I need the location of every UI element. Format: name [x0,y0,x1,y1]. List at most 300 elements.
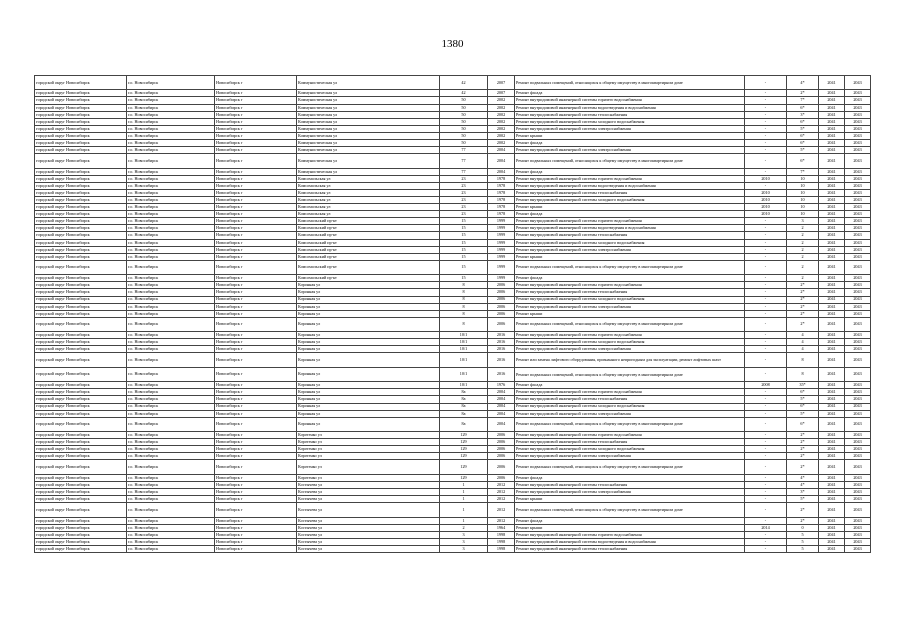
cell-work-type: Ремонт подвальных помещений, относящихся к общему имуществу в многоквартирном доме [515,154,745,168]
cell-year: 2012 [488,496,515,503]
cell-last-repair: - [745,275,787,282]
cell-street: Коммунистическая ул [297,111,440,118]
cell-year: 2006 [488,282,515,289]
cell-house: 15 [440,239,488,246]
cell-last-repair: - [745,225,787,232]
table-row [35,524,871,531]
table-row [35,489,871,496]
cell-year-to: 2043 [845,111,871,118]
cell-year-to: 2043 [845,517,871,524]
cell-year-to: 2043 [845,538,871,545]
cell-work-type: Ремонт подвальных помещений, относящихся к общему имуществу в многоквартирном доме [515,503,745,517]
cell-settlement: Новосибирск г [215,90,297,97]
cell-last-repair: - [745,496,787,503]
cell-house: 10/1 [440,332,488,339]
cell-municipality: городской округ Новосибирск [35,496,127,503]
cell-year-to: 2043 [845,503,871,517]
cell-municipality: городской округ Новосибирск [35,531,127,538]
cell-year-from: 2041 [819,204,845,211]
cell-cost: 10 [787,204,819,211]
cell-municipality: городской округ Новосибирск [35,218,127,225]
cell-cost: 2 [787,275,819,282]
cell-work-type: Ремонт подвальных помещений, относящихся к общему имуществу в многоквартирном доме [515,460,745,474]
cell-house: 129 [440,432,488,439]
cell-settlement: Новосибирск г [215,232,297,239]
table-row [35,531,871,538]
cell-settlement: Новосибирск г [215,125,297,132]
cell-settlement: Новосибирск г [215,332,297,339]
cell-street: Комсомольский пр-кт [297,260,440,274]
cell-settlement: Новосибирск г [215,538,297,545]
cell-municipality: городской округ Новосибирск [35,389,127,396]
cell-last-repair: - [745,446,787,453]
cell-house: 8а [440,403,488,410]
cell-year: 2004 [488,168,515,175]
cell-settlement: Новосибирск г [215,489,297,496]
cell-district: г.о. Новосибирск [127,489,215,496]
table-row [35,189,871,196]
cell-work-type: Ремонт внутридомовой инженерной системы электроснабжения [515,410,745,417]
cell-year-to: 2043 [845,104,871,111]
cell-work-type: Ремонт внутридомовой инженерной системы электроснабжения [515,125,745,132]
cell-settlement: Новосибирск г [215,346,297,353]
table-row [35,253,871,260]
cell-house: 129 [440,439,488,446]
cell-house: 50 [440,118,488,125]
cell-last-repair: - [745,481,787,488]
cell-last-repair: - [745,140,787,147]
cell-year-to: 2043 [845,332,871,339]
cell-cost: 4 [787,332,819,339]
cell-municipality: городской округ Новосибирск [35,317,127,331]
table-row [35,246,871,253]
cell-cost: 2* [787,503,819,517]
cell-year-from: 2041 [819,453,845,460]
cell-district: г.о. Новосибирск [127,524,215,531]
cell-house: 23 [440,182,488,189]
cell-last-repair: - [745,546,787,553]
cell-municipality: городской округ Новосибирск [35,175,127,182]
cell-last-repair: - [745,303,787,310]
cell-street: Коротенко ул [297,432,440,439]
cell-house: 15 [440,225,488,232]
cell-district: г.о. Новосибирск [127,410,215,417]
cell-year-from: 2041 [819,538,845,545]
cell-work-type: Ремонт фасада [515,517,745,524]
cell-last-repair: - [745,182,787,189]
cell-year-to: 2043 [845,389,871,396]
cell-settlement: Новосибирск г [215,246,297,253]
cell-year: 2002 [488,118,515,125]
cell-last-repair: - [745,154,787,168]
cell-municipality: городской округ Новосибирск [35,132,127,139]
cell-municipality: городской округ Новосибирск [35,524,127,531]
cell-settlement: Новосибирск г [215,197,297,204]
cell-year: 2006 [488,303,515,310]
cell-settlement: Новосибирск г [215,132,297,139]
table-row [35,211,871,218]
cell-district: г.о. Новосибирск [127,517,215,524]
table-row [35,339,871,346]
cell-settlement: Новосибирск г [215,474,297,481]
cell-settlement: Новосибирск г [215,496,297,503]
cell-year-from: 2041 [819,339,845,346]
cell-cost: 2* [787,296,819,303]
cell-municipality: городской округ Новосибирск [35,296,127,303]
cell-year-to: 2043 [845,282,871,289]
cell-cost: 2* [787,453,819,460]
cell-street: Костычева ул [297,496,440,503]
cell-year-to: 2043 [845,132,871,139]
cell-settlement: Новосибирск г [215,282,297,289]
cell-year-to: 2043 [845,140,871,147]
cell-work-type: Ремонт внутридомовой инженерной системы электроснабжения [515,147,745,154]
cell-work-type: Ремонт внутридомовой инженерной системы теплоснабжения [515,481,745,488]
cell-house: 129 [440,474,488,481]
cell-work-type: Ремонт внутридомовой инженерной системы горячего водоснабжения [515,282,745,289]
cell-year-to: 2043 [845,175,871,182]
cell-municipality: городской округ Новосибирск [35,439,127,446]
cell-municipality: городской округ Новосибирск [35,211,127,218]
cell-municipality: городской округ Новосибирск [35,246,127,253]
cell-last-repair: - [745,76,787,90]
cell-house: 1 [440,481,488,488]
cell-settlement: Новосибирск г [215,503,297,517]
cell-cost: 10 [787,175,819,182]
cell-street: Комсомольский пр-кт [297,246,440,253]
cell-cost: 2* [787,432,819,439]
cell-settlement: Новосибирск г [215,317,297,331]
cell-year-from: 2041 [819,104,845,111]
cell-street: Коммунистическая ул [297,118,440,125]
cell-year-to: 2043 [845,489,871,496]
cell-last-repair: - [745,147,787,154]
cell-street: Комсомольский пр-кт [297,218,440,225]
table-row [35,353,871,367]
cell-year: 1999 [488,232,515,239]
cell-settlement: Новосибирск г [215,97,297,104]
table-row [35,496,871,503]
cell-municipality: городской округ Новосибирск [35,147,127,154]
cell-district: г.о. Новосибирск [127,140,215,147]
cell-cost: 5* [787,496,819,503]
cell-district: г.о. Новосибирск [127,168,215,175]
table-row [35,367,871,381]
cell-district: г.о. Новосибирск [127,474,215,481]
cell-municipality: городской округ Новосибирск [35,104,127,111]
cell-last-repair: - [745,453,787,460]
cell-year: 2006 [488,453,515,460]
cell-cost: 3* [787,111,819,118]
cell-settlement: Новосибирск г [215,432,297,439]
cell-cost: 4 [787,339,819,346]
cell-cost: 6* [787,417,819,431]
cell-year-from: 2041 [819,332,845,339]
cell-year-from: 2041 [819,154,845,168]
cell-settlement: Новосибирск г [215,147,297,154]
cell-municipality: городской округ Новосибирск [35,140,127,147]
cell-municipality: городской округ Новосибирск [35,189,127,196]
cell-district: г.о. Новосибирск [127,303,215,310]
cell-municipality: городской округ Новосибирск [35,339,127,346]
cell-work-type: Ремонт внутридомовой инженерной системы горячего водоснабжения [515,389,745,396]
cell-last-repair: - [745,531,787,538]
cell-last-repair: - [745,403,787,410]
cell-district: г.о. Новосибирск [127,225,215,232]
cell-year: 1964 [488,524,515,531]
cell-year-to: 2043 [845,310,871,317]
cell-municipality: городской округ Новосибирск [35,125,127,132]
cell-cost: 2 [787,246,819,253]
table-row [35,296,871,303]
cell-year-from: 2041 [819,489,845,496]
cell-municipality: городской округ Новосибирск [35,168,127,175]
table-row [35,403,871,410]
cell-year-to: 2043 [845,118,871,125]
cell-municipality: городской округ Новосибирск [35,90,127,97]
cell-last-repair: - [745,474,787,481]
cell-year-to: 2043 [845,439,871,446]
cell-work-type: Ремонт внутридомовой инженерной системы теплоснабжения [515,396,745,403]
cell-district: г.о. Новосибирск [127,97,215,104]
cell-district: г.о. Новосибирск [127,403,215,410]
table-row [35,289,871,296]
cell-cost: 6* [787,403,819,410]
cell-work-type: Ремонт внутридомовой инженерной системы электроснабжения [515,246,745,253]
cell-work-type: Ремонт внутридомовой инженерной системы горячего водоснабжения [515,531,745,538]
cell-work-type: Ремонт подвальных помещений, относящихся к общему имуществу в многоквартирном доме [515,417,745,431]
cell-year: 2002 [488,104,515,111]
cell-street: Коронная ул [297,396,440,403]
cell-settlement: Новосибирск г [215,546,297,553]
page-number: 1380 [441,38,464,50]
cell-year: 2006 [488,296,515,303]
cell-house: 42 [440,90,488,97]
cell-district: г.о. Новосибирск [127,317,215,331]
cell-last-repair: 2014 [745,524,787,531]
cell-municipality: городской округ Новосибирск [35,460,127,474]
cell-year: 1999 [488,275,515,282]
cell-district: г.о. Новосибирск [127,453,215,460]
cell-district: г.о. Новосибирск [127,396,215,403]
cell-year: 2004 [488,403,515,410]
cell-last-repair: - [745,125,787,132]
cell-street: Комсомольский пр-кт [297,253,440,260]
cell-work-type: Ремонт фасада [515,90,745,97]
cell-district: г.о. Новосибирск [127,239,215,246]
cell-work-type: Ремонт внутридомовой инженерной системы теплоснабжения [515,111,745,118]
cell-work-type: Ремонт крыши [515,524,745,531]
cell-district: г.о. Новосибирск [127,260,215,274]
cell-cost: 5* [787,396,819,403]
cell-year-from: 2041 [819,346,845,353]
cell-year: 1999 [488,239,515,246]
cell-district: г.о. Новосибирск [127,446,215,453]
cell-house: 50 [440,111,488,118]
table-row [35,417,871,431]
cell-year: 2016 [488,332,515,339]
cell-cost: 2 [787,260,819,274]
table-row [35,332,871,339]
cell-house: 8 [440,317,488,331]
cell-municipality: городской округ Новосибирск [35,76,127,90]
cell-district: г.о. Новосибирск [127,282,215,289]
table-row [35,481,871,488]
cell-year: 2012 [488,481,515,488]
cell-work-type: Ремонт внутридомовой инженерной системы холодного водоснабжения [515,197,745,204]
cell-street: Комсомольская ул [297,211,440,218]
cell-municipality: городской округ Новосибирск [35,481,127,488]
cell-year-from: 2041 [819,218,845,225]
table-row [35,197,871,204]
cell-settlement: Новосибирск г [215,168,297,175]
cell-settlement: Новосибирск г [215,367,297,381]
cell-last-repair: - [745,367,787,381]
cell-work-type: Ремонт внутридомовой инженерной системы теплоснабжения [515,439,745,446]
cell-district: г.о. Новосибирск [127,154,215,168]
cell-street: Коммунистическая ул [297,90,440,97]
cell-municipality: городской округ Новосибирск [35,204,127,211]
cell-year-to: 2043 [845,353,871,367]
cell-year-from: 2041 [819,260,845,274]
cell-settlement: Новосибирск г [215,275,297,282]
table-row [35,382,871,389]
cell-municipality: городской округ Новосибирск [35,453,127,460]
cell-year: 2002 [488,132,515,139]
cell-cost: 7* [787,168,819,175]
cell-work-type: Ремонт внутридомовой инженерной системы холодного водоснабжения [515,239,745,246]
cell-year-from: 2041 [819,140,845,147]
cell-municipality: городской округ Новосибирск [35,503,127,517]
cell-street: Коронная ул [297,346,440,353]
cell-house: 8а [440,417,488,431]
table-row [35,232,871,239]
cell-cost: 2* [787,310,819,317]
cell-year-from: 2041 [819,531,845,538]
cell-last-repair: - [745,538,787,545]
cell-settlement: Новосибирск г [215,76,297,90]
cell-work-type: Ремонт внутридомовой инженерной системы водоотведения и водоснабжения [515,538,745,545]
cell-year-to: 2043 [845,496,871,503]
cell-year-to: 2043 [845,147,871,154]
cell-district: г.о. Новосибирск [127,332,215,339]
table-row [35,439,871,446]
table-row [35,118,871,125]
cell-work-type: Ремонт внутридомовой инженерной системы водоотведения и водоснабжения [515,182,745,189]
cell-year-from: 2041 [819,211,845,218]
cell-settlement: Новосибирск г [215,140,297,147]
cell-work-type: Ремонт внутридомовой инженерной системы электроснабжения [515,303,745,310]
cell-year-to: 2043 [845,253,871,260]
cell-year-from: 2041 [819,289,845,296]
cell-street: Коронная ул [297,367,440,381]
cell-year-from: 2041 [819,432,845,439]
cell-year: 2012 [488,503,515,517]
cell-work-type: Ремонт внутридомовой инженерной системы теплоснабжения [515,232,745,239]
cell-settlement: Новосибирск г [215,239,297,246]
cell-year-from: 2041 [819,303,845,310]
cell-year: 1999 [488,253,515,260]
table-body [35,76,871,553]
cell-street: Коронная ул [297,382,440,389]
cell-district: г.о. Новосибирск [127,353,215,367]
cell-last-repair: - [745,97,787,104]
cell-year: 2004 [488,389,515,396]
table-row [35,389,871,396]
cell-work-type: Ремонт внутридомовой инженерной системы теплоснабжения [515,189,745,196]
cell-street: Комсомольская ул [297,197,440,204]
cell-house: 15 [440,275,488,282]
cell-district: г.о. Новосибирск [127,275,215,282]
cell-municipality: городской округ Новосибирск [35,546,127,553]
cell-year-from: 2041 [819,125,845,132]
cell-house: 10/1 [440,346,488,353]
cell-district: г.о. Новосибирск [127,546,215,553]
cell-year-from: 2041 [819,524,845,531]
cell-municipality: городской округ Новосибирск [35,367,127,381]
cell-last-repair: - [745,118,787,125]
cell-year-from: 2041 [819,90,845,97]
cell-year-from: 2041 [819,197,845,204]
cell-municipality: городской округ Новосибирск [35,310,127,317]
cell-municipality: городской округ Новосибирск [35,417,127,431]
cell-street: Комсомольская ул [297,182,440,189]
cell-house: 2 [440,524,488,531]
cell-house: 8 [440,296,488,303]
cell-year-from: 2041 [819,253,845,260]
cell-municipality: городской округ Новосибирск [35,239,127,246]
cell-year: 2004 [488,147,515,154]
cell-last-repair: - [745,346,787,353]
cell-last-repair: 2008 [745,382,787,389]
cell-settlement: Новосибирск г [215,211,297,218]
cell-settlement: Новосибирск г [215,260,297,274]
cell-year-to: 2043 [845,403,871,410]
cell-district: г.о. Новосибирск [127,481,215,488]
table-row [35,90,871,97]
cell-street: Комсомольский пр-кт [297,225,440,232]
cell-year-from: 2041 [819,410,845,417]
cell-settlement: Новосибирск г [215,218,297,225]
cell-last-repair: - [745,296,787,303]
cell-last-repair: - [745,517,787,524]
cell-district: г.о. Новосибирск [127,367,215,381]
cell-year-to: 2043 [845,246,871,253]
table-row [35,218,871,225]
cell-cost: 2* [787,517,819,524]
cell-municipality: городской округ Новосибирск [35,353,127,367]
cell-house: 8а [440,389,488,396]
table-row [35,546,871,553]
cell-house: 42 [440,76,488,90]
cell-year: 1998 [488,538,515,545]
cell-district: г.о. Новосибирск [127,389,215,396]
table-row [35,104,871,111]
cell-year: 2006 [488,446,515,453]
table-row [35,517,871,524]
cell-settlement: Новосибирск г [215,396,297,403]
cell-year-from: 2041 [819,417,845,431]
cell-street: Коронная ул [297,389,440,396]
cell-district: г.о. Новосибирск [127,346,215,353]
cell-year-from: 2041 [819,317,845,331]
cell-year: 2002 [488,125,515,132]
table-row [35,453,871,460]
cell-house: 129 [440,460,488,474]
cell-municipality: городской округ Новосибирск [35,474,127,481]
cell-district: г.о. Новосибирск [127,339,215,346]
cell-district: г.о. Новосибирск [127,211,215,218]
